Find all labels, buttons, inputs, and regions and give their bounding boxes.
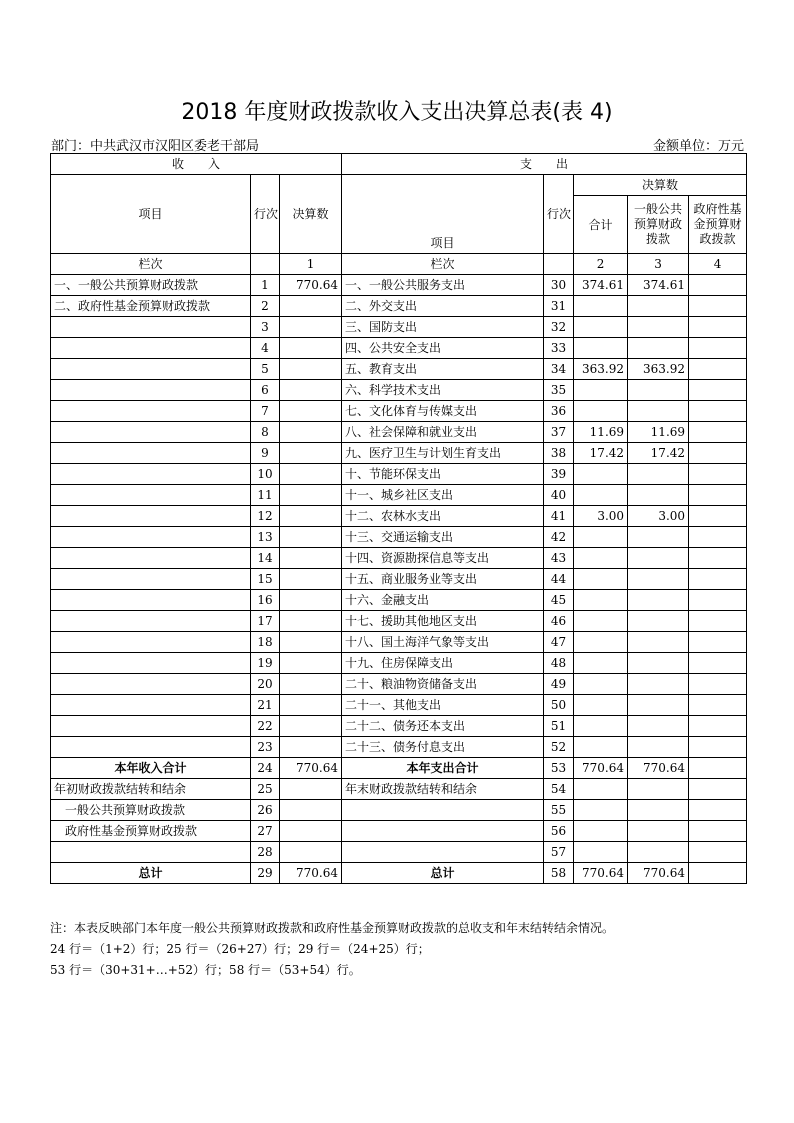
expense-row-no-cell: 37: [544, 422, 574, 443]
expense-row-no-cell: 40: [544, 485, 574, 506]
expense-row-no-cell: 46: [544, 611, 574, 632]
expense-gov-fund-cell: [689, 569, 747, 590]
income-item-cell: [51, 506, 251, 527]
expense-gov-fund-cell: [689, 464, 747, 485]
income-amount-cell: [280, 779, 342, 800]
expense-general-public-cell: [628, 590, 689, 611]
income-row-no-cell: 29: [251, 863, 280, 884]
expense-item-cell: 一、一般公共服务支出: [342, 275, 544, 296]
table-row: [51, 338, 747, 359]
column-number: 2: [574, 254, 628, 275]
table-row: [51, 506, 747, 527]
expense-total-cell: [574, 653, 628, 674]
expense-gov-fund-cell: [689, 548, 747, 569]
expense-item-cell: 二十二、债务还本支出: [342, 716, 544, 737]
expense-gov-fund-cell: [689, 716, 747, 737]
expense-gov-fund-cell: [689, 653, 747, 674]
income-item-cell: [51, 716, 251, 737]
income-row-no-cell: 20: [251, 674, 280, 695]
expense-general-public-cell: [628, 401, 689, 422]
expense-general-public-cell: [628, 527, 689, 548]
expense-gov-fund-cell: [689, 380, 747, 401]
expense-row-no-cell: 54: [544, 779, 574, 800]
table-row: [51, 401, 747, 422]
expense-general-public-cell: 770.64: [628, 863, 689, 884]
expense-general-public-cell: [628, 821, 689, 842]
income-header: 收 入: [51, 154, 342, 175]
income-item-cell: [51, 485, 251, 506]
income-row-no-cell: 23: [251, 737, 280, 758]
income-item-cell: 一般公共预算财政拨款: [51, 800, 251, 821]
expense-general-public-cell: [628, 296, 689, 317]
expense-total-cell: [574, 590, 628, 611]
table-row: [51, 590, 747, 611]
expense-total-cell: 11.69: [574, 422, 628, 443]
expense-item-cell: 九、医疗卫生与计划生育支出: [342, 443, 544, 464]
income-amount-cell: [280, 443, 342, 464]
grand-total-row: [51, 863, 747, 884]
expense-total-cell: 363.92: [574, 359, 628, 380]
income-row-no-cell: 26: [251, 800, 280, 821]
income-item-cell: [51, 527, 251, 548]
expense-gov-fund-cell: [689, 758, 747, 779]
table-row: [51, 611, 747, 632]
expense-item-cell: 十四、资源勘探信息等支出: [342, 548, 544, 569]
column-label-row: [51, 254, 747, 275]
table-row: [51, 464, 747, 485]
expense-item-cell: 十五、商业服务业等支出: [342, 569, 544, 590]
expense-gov-fund-cell: [689, 443, 747, 464]
expense-gov-fund-cell: [689, 275, 747, 296]
expense-item-cell: 四、公共安全支出: [342, 338, 544, 359]
expense-general-public-cell: [628, 317, 689, 338]
header-row-columns: [51, 175, 747, 196]
income-amount-cell: [280, 611, 342, 632]
expense-general-public-cell: 11.69: [628, 422, 689, 443]
expense-general-public-cell: [628, 632, 689, 653]
table-row: [51, 380, 747, 401]
expense-total-cell: [574, 317, 628, 338]
table-row: [51, 737, 747, 758]
income-row-no-header: 行次: [251, 175, 280, 254]
budget-summary-table: [50, 153, 747, 884]
general-public-header: 一般公共预算财政拨款: [628, 196, 689, 254]
expense-row-no-cell: 43: [544, 548, 574, 569]
expense-total-cell: [574, 674, 628, 695]
expense-gov-fund-cell: [689, 401, 747, 422]
income-item-cell: [51, 422, 251, 443]
expense-total-cell: [574, 695, 628, 716]
expense-gov-fund-cell: [689, 527, 747, 548]
table-row: [51, 674, 747, 695]
expense-row-no-cell: 52: [544, 737, 574, 758]
income-row-no-cell: 18: [251, 632, 280, 653]
expense-item-cell: [342, 842, 544, 863]
income-row-no-cell: 22: [251, 716, 280, 737]
income-amount-cell: [280, 422, 342, 443]
income-amount-cell: [280, 674, 342, 695]
expense-item-cell: 三、国防支出: [342, 317, 544, 338]
expense-total-cell: [574, 800, 628, 821]
note-line: 24 行＝（1+2）行；25 行＝（26+27）行；29 行＝（24+25）行；: [50, 942, 430, 956]
table-row: [51, 716, 747, 737]
note-line: 53 行＝（30+31+…+52）行；58 行＝（53+54）行。: [50, 963, 361, 977]
income-amount-cell: [280, 464, 342, 485]
expense-gov-fund-cell: [689, 590, 747, 611]
column-label: 栏次: [342, 254, 544, 275]
income-item-cell: 总计: [51, 863, 251, 884]
income-row-no-cell: 8: [251, 422, 280, 443]
income-amount-cell: [280, 632, 342, 653]
table-row: [51, 548, 747, 569]
table-row: [51, 443, 747, 464]
expense-general-public-cell: 374.61: [628, 275, 689, 296]
expense-row-no-cell: 47: [544, 632, 574, 653]
expense-total-cell: 3.00: [574, 506, 628, 527]
income-row-no-cell: 19: [251, 653, 280, 674]
gov-fund-header: 政府性基金预算财政拨款: [689, 196, 747, 254]
expense-row-no-cell: 33: [544, 338, 574, 359]
expense-row-no-cell: 31: [544, 296, 574, 317]
unit-label: 金额单位：万元: [652, 139, 744, 154]
income-row-no-cell: 13: [251, 527, 280, 548]
expense-gov-fund-cell: [689, 779, 747, 800]
expense-row-no-cell: 36: [544, 401, 574, 422]
expense-total-cell: [574, 569, 628, 590]
expense-gov-fund-cell: [689, 317, 747, 338]
carry-row: [51, 779, 747, 800]
expense-general-public-cell: [628, 800, 689, 821]
expense-general-public-cell: [628, 548, 689, 569]
expense-gov-fund-cell: [689, 800, 747, 821]
header-row-section: [51, 154, 747, 175]
expense-item-cell: 二十一、其他支出: [342, 695, 544, 716]
expense-general-public-cell: [628, 674, 689, 695]
expense-gov-fund-cell: [689, 296, 747, 317]
expense-general-public-cell: [628, 380, 689, 401]
expense-total-cell: [574, 632, 628, 653]
expense-row-no-cell: 57: [544, 842, 574, 863]
expense-item-header: 项目: [342, 175, 544, 254]
expense-header: 支 出: [342, 154, 747, 175]
year-total-row: [51, 758, 747, 779]
expense-general-public-cell: [628, 485, 689, 506]
carry-row: [51, 842, 747, 863]
income-row-no-cell: 28: [251, 842, 280, 863]
expense-item-cell: 十一、城乡社区支出: [342, 485, 544, 506]
column-number: 1: [280, 254, 342, 275]
income-row-no-cell: 25: [251, 779, 280, 800]
income-row-no-cell: 12: [251, 506, 280, 527]
income-row-no-cell: 16: [251, 590, 280, 611]
income-item-cell: [51, 695, 251, 716]
income-row-no-cell: 6: [251, 380, 280, 401]
notes: [50, 918, 614, 981]
income-row-no-cell: 14: [251, 548, 280, 569]
income-amount-cell: [280, 821, 342, 842]
expense-row-no-cell: 30: [544, 275, 574, 296]
income-amount-header: 决算数: [280, 175, 342, 254]
income-item-cell: [51, 401, 251, 422]
table-row: [51, 296, 747, 317]
expense-gov-fund-cell: [689, 506, 747, 527]
income-amount-cell: [280, 317, 342, 338]
income-item-cell: 本年收入合计: [51, 758, 251, 779]
expense-item-cell: 七、文化体育与传媒支出: [342, 401, 544, 422]
income-amount-cell: [280, 800, 342, 821]
expense-item-cell: 本年支出合计: [342, 758, 544, 779]
income-item-cell: [51, 569, 251, 590]
income-amount-cell: 770.64: [280, 758, 342, 779]
table-row: [51, 275, 747, 296]
table-row: [51, 569, 747, 590]
expense-gov-fund-cell: [689, 737, 747, 758]
expense-row-no-cell: 32: [544, 317, 574, 338]
expense-general-public-cell: [628, 737, 689, 758]
expense-total-cell: [574, 716, 628, 737]
income-item-header: 项目: [51, 175, 251, 254]
expense-item-cell: [342, 821, 544, 842]
department-label: 部门：中共武汉市汉阳区委老干部局: [51, 139, 260, 154]
income-amount-cell: [280, 548, 342, 569]
income-item-cell: 年初财政拨款结转和结余: [51, 779, 251, 800]
expense-row-no-cell: 38: [544, 443, 574, 464]
column-number: 3: [628, 254, 689, 275]
expense-gov-fund-cell: [689, 821, 747, 842]
income-amount-cell: [280, 842, 342, 863]
expense-total-cell: 374.61: [574, 275, 628, 296]
income-row-no-cell: 15: [251, 569, 280, 590]
expense-general-public-cell: [628, 653, 689, 674]
expense-row-no-cell: 42: [544, 527, 574, 548]
expense-row-no-cell: 49: [544, 674, 574, 695]
table-row: [51, 422, 747, 443]
income-amount-cell: [280, 401, 342, 422]
income-item-cell: [51, 464, 251, 485]
expense-row-no-cell: 45: [544, 590, 574, 611]
expense-row-no-cell: 41: [544, 506, 574, 527]
income-item-cell: [51, 842, 251, 863]
table-row: [51, 695, 747, 716]
income-amount-cell: [280, 359, 342, 380]
income-item-cell: [51, 548, 251, 569]
income-row-no-cell: 24: [251, 758, 280, 779]
income-amount-cell: [280, 716, 342, 737]
expense-total-cell: [574, 548, 628, 569]
table-row: [51, 632, 747, 653]
income-item-cell: 政府性基金预算财政拨款: [51, 821, 251, 842]
expense-item-cell: 八、社会保障和就业支出: [342, 422, 544, 443]
income-item-cell: [51, 737, 251, 758]
income-row-no-cell: 5: [251, 359, 280, 380]
expense-item-cell: 十三、交通运输支出: [342, 527, 544, 548]
income-row-no-cell: 3: [251, 317, 280, 338]
income-row-no-cell: 11: [251, 485, 280, 506]
page-title: 2018 年度财政拨款收入支出决算总表(表 4): [181, 100, 613, 125]
expense-row-no-cell: 58: [544, 863, 574, 884]
column-number: 4: [689, 254, 747, 275]
income-row-no-cell: 21: [251, 695, 280, 716]
income-row-no-cell: 17: [251, 611, 280, 632]
income-item-cell: 二、政府性基金预算财政拨款: [51, 296, 251, 317]
expense-item-cell: 十六、金融支出: [342, 590, 544, 611]
expense-total-cell: [574, 842, 628, 863]
expense-item-cell: 二十、粮油物资储备支出: [342, 674, 544, 695]
expense-total-cell: [574, 737, 628, 758]
income-amount-cell: [280, 695, 342, 716]
expense-total-cell: [574, 779, 628, 800]
income-item-cell: [51, 380, 251, 401]
expense-total-cell: [574, 338, 628, 359]
total-header: 合计: [574, 196, 628, 254]
income-amount-cell: [280, 737, 342, 758]
expense-item-cell: 十二、农林水支出: [342, 506, 544, 527]
expense-general-public-cell: [628, 611, 689, 632]
expense-item-cell: 十七、援助其他地区支出: [342, 611, 544, 632]
income-amount-cell: [280, 380, 342, 401]
expense-total-cell: 770.64: [574, 863, 628, 884]
income-row-no-cell: 10: [251, 464, 280, 485]
expense-amount-group-header: 决算数: [574, 175, 747, 196]
income-item-cell: [51, 359, 251, 380]
note-line: 注：本表反映部门本年度一般公共预算财政拨款和政府性基金预算财政拨款的总收支和年末结转结余情况。: [50, 921, 615, 935]
income-item-cell: [51, 632, 251, 653]
expense-total-cell: [574, 401, 628, 422]
income-amount-cell: [280, 338, 342, 359]
expense-row-no-cell: 35: [544, 380, 574, 401]
expense-item-cell: 十九、住房保障支出: [342, 653, 544, 674]
income-amount-cell: [280, 569, 342, 590]
expense-total-cell: [574, 296, 628, 317]
expense-general-public-cell: 770.64: [628, 758, 689, 779]
income-item-cell: [51, 317, 251, 338]
income-row-no-cell: 9: [251, 443, 280, 464]
expense-total-cell: [574, 464, 628, 485]
income-item-cell: [51, 674, 251, 695]
expense-item-cell: 总计: [342, 863, 544, 884]
expense-total-cell: [574, 527, 628, 548]
expense-general-public-cell: 363.92: [628, 359, 689, 380]
carry-row: [51, 800, 747, 821]
expense-gov-fund-cell: [689, 674, 747, 695]
income-row-no-cell: 2: [251, 296, 280, 317]
expense-item-cell: 二、外交支出: [342, 296, 544, 317]
income-amount-cell: [280, 590, 342, 611]
expense-row-no-cell: 44: [544, 569, 574, 590]
income-item-cell: [51, 611, 251, 632]
expense-general-public-cell: [628, 842, 689, 863]
expense-row-no-header: 行次: [544, 175, 574, 254]
expense-item-cell: 十、节能环保支出: [342, 464, 544, 485]
expense-row-no-cell: 34: [544, 359, 574, 380]
income-amount-cell: [280, 485, 342, 506]
expense-general-public-cell: [628, 464, 689, 485]
income-amount-cell: 770.64: [280, 275, 342, 296]
expense-row-no-cell: 51: [544, 716, 574, 737]
expense-gov-fund-cell: [689, 632, 747, 653]
column-label: 栏次: [51, 254, 251, 275]
income-amount-cell: [280, 506, 342, 527]
expense-row-no-cell: 53: [544, 758, 574, 779]
table-row: [51, 653, 747, 674]
income-item-cell: [51, 653, 251, 674]
expense-general-public-cell: 3.00: [628, 506, 689, 527]
table-row: [51, 485, 747, 506]
expense-item-cell: [342, 800, 544, 821]
expense-gov-fund-cell: [689, 485, 747, 506]
expense-gov-fund-cell: [689, 695, 747, 716]
expense-general-public-cell: [628, 779, 689, 800]
expense-item-cell: 年末财政拨款结转和结余: [342, 779, 544, 800]
expense-gov-fund-cell: [689, 863, 747, 884]
expense-total-cell: [574, 380, 628, 401]
expense-row-no-cell: 56: [544, 821, 574, 842]
table-row: [51, 359, 747, 380]
table-row: [51, 527, 747, 548]
expense-gov-fund-cell: [689, 359, 747, 380]
expense-gov-fund-cell: [689, 611, 747, 632]
income-row-no-cell: 4: [251, 338, 280, 359]
expense-total-cell: [574, 611, 628, 632]
income-item-cell: [51, 338, 251, 359]
income-row-no-cell: 1: [251, 275, 280, 296]
expense-total-cell: 17.42: [574, 443, 628, 464]
expense-general-public-cell: 17.42: [628, 443, 689, 464]
income-amount-cell: [280, 653, 342, 674]
expense-general-public-cell: [628, 716, 689, 737]
expense-item-cell: 五、教育支出: [342, 359, 544, 380]
expense-row-no-cell: 48: [544, 653, 574, 674]
carry-row: [51, 821, 747, 842]
expense-row-no-cell: 39: [544, 464, 574, 485]
income-item-cell: [51, 443, 251, 464]
expense-gov-fund-cell: [689, 842, 747, 863]
income-row-no-cell: 7: [251, 401, 280, 422]
expense-gov-fund-cell: [689, 422, 747, 443]
expense-total-cell: [574, 821, 628, 842]
expense-general-public-cell: [628, 695, 689, 716]
income-item-cell: [51, 590, 251, 611]
expense-gov-fund-cell: [689, 338, 747, 359]
table-row: [51, 317, 747, 338]
expense-general-public-cell: [628, 569, 689, 590]
expense-item-cell: 六、科学技术支出: [342, 380, 544, 401]
expense-row-no-cell: 55: [544, 800, 574, 821]
income-amount-cell: 770.64: [280, 863, 342, 884]
expense-total-cell: [574, 485, 628, 506]
expense-item-cell: 二十三、债务付息支出: [342, 737, 544, 758]
expense-item-cell: 十八、国土海洋气象等支出: [342, 632, 544, 653]
income-row-no-cell: 27: [251, 821, 280, 842]
expense-row-no-cell: 50: [544, 695, 574, 716]
expense-general-public-cell: [628, 338, 689, 359]
empty-cell: [544, 254, 574, 275]
income-item-cell: 一、一般公共预算财政拨款: [51, 275, 251, 296]
expense-total-cell: 770.64: [574, 758, 628, 779]
income-amount-cell: [280, 527, 342, 548]
empty-cell: [251, 254, 280, 275]
income-amount-cell: [280, 296, 342, 317]
